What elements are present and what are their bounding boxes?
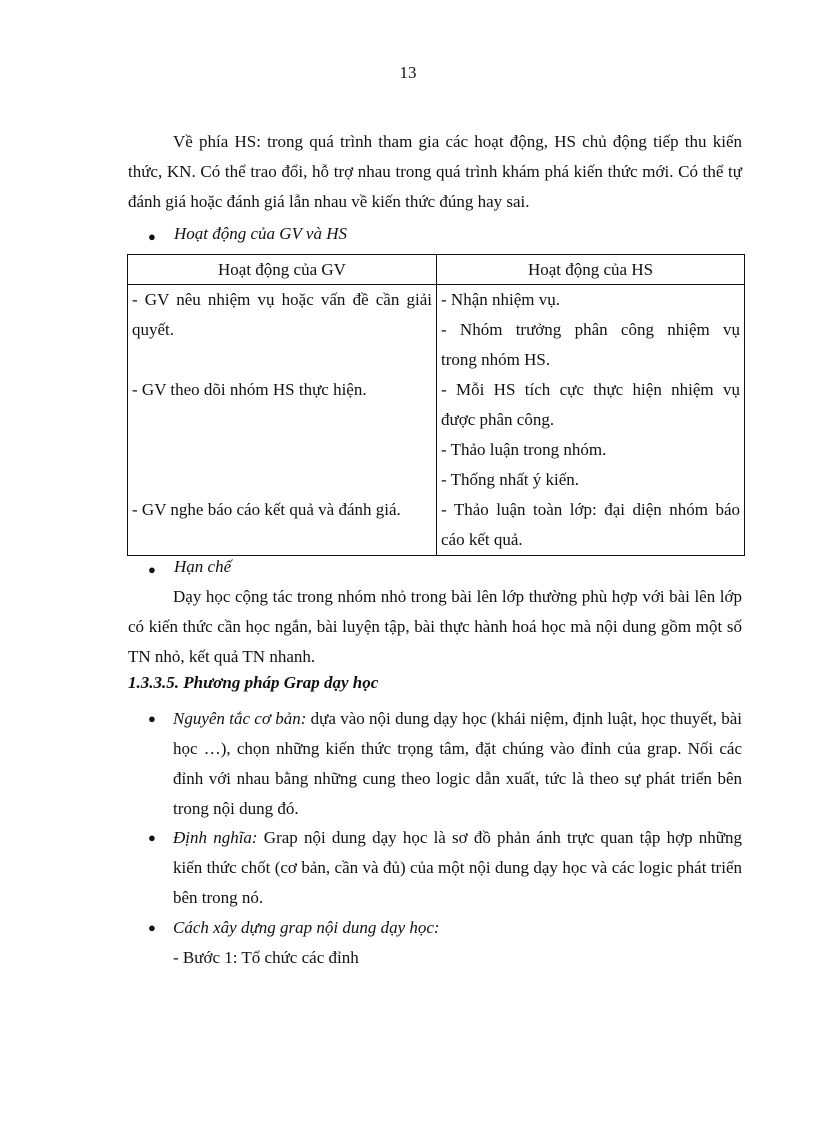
item-text: Grap nội dung dạy học là sơ đồ phản ánh trực quan tập hợp những kiến thức chốt (cơ bản, cần và đủ) của một nội dung dạy học và các logic phát triển bên trong nó. <box>173 828 742 907</box>
table-header-hs: Hoạt động của HS <box>437 255 745 285</box>
gv-line: quyết. <box>132 320 175 339</box>
table-header-gv: Hoạt động của GV <box>128 255 437 285</box>
item-lead: Cách xây dựng grap nội dung dạy học: <box>173 918 440 937</box>
gv-line <box>132 405 432 435</box>
gv-line: - GV nêu nhiệm vụ hoặc vấn đề cần giải <box>132 290 432 309</box>
hs-line: - Thảo luận toàn lớp: đại diện nhóm báo <box>441 500 740 519</box>
page-number: 13 <box>399 63 417 82</box>
hs-activities-cell <box>437 285 745 556</box>
intro-paragraph: Về phía HS: trong quá trình tham gia các hoạt động, HS chủ động tiếp thu kiến thức, KN. Có thể trao đổi, hỗ trợ nhau trong quá trình khám phá kiến thức mới. Có thể tự đánh giá hoặc đánh giá lẫn nhau về kiến thức đúng hay sai. <box>128 132 742 211</box>
bullet-icon: ● <box>148 711 156 726</box>
bullet-activities: Hoạt động của GV và HS <box>174 224 347 243</box>
list-item <box>128 823 742 913</box>
bullet-icon: ● <box>148 229 156 244</box>
list-item <box>128 704 742 824</box>
section-heading: 1.3.3.5. Phương pháp Grap dạy học <box>128 673 379 692</box>
gv-line <box>132 465 432 495</box>
gv-activities-cell <box>128 285 437 556</box>
step-1: - Bước 1: Tổ chức các đỉnh <box>173 948 359 967</box>
hs-line: cáo kết quả. <box>441 530 523 549</box>
gv-line: - GV theo dõi nhóm HS thực hiện. <box>132 380 367 399</box>
bullet-icon: ● <box>148 562 156 577</box>
gv-line <box>132 435 432 465</box>
hs-line: - Nhóm trưởng phân công nhiệm vụ <box>441 320 740 339</box>
gv-line <box>132 525 432 555</box>
bullet-limitations: Hạn chế <box>174 557 232 576</box>
hs-line: trong nhóm HS. <box>441 350 551 369</box>
hs-line: - Nhận nhiệm vụ. <box>441 290 560 309</box>
limitations-paragraph: Dạy học cộng tác trong nhóm nhỏ trong bài lên lớp thường phù hợp với bài lên lớp có kiến thức cần học ngắn, bài luyện tập, bài thực hành hoá học mà nội dung gồm một số TN nhỏ, kết quả TN nhanh. <box>128 587 742 666</box>
bullet-icon: ● <box>148 920 156 935</box>
hs-line: - Thống nhất ý kiến. <box>441 470 580 489</box>
item-lead: Nguyên tắc cơ bản: <box>173 709 307 728</box>
hs-line: - Thảo luận trong nhóm. <box>441 440 607 459</box>
item-lead: Định nghĩa: <box>173 828 258 847</box>
gv-line: - GV nghe báo cáo kết quả và đánh giá. <box>132 500 401 519</box>
hs-line: được phân công. <box>441 410 555 429</box>
item-text: dựa vào nội dung dạy học (khái niệm, định luật, học thuyết, bài học …), chọn những kiến thức trọng tâm, đặt chúng vào đỉnh của grap. Nối các đỉnh với nhau bằng những cung theo logic dẫn xuất, tức là theo sự phát triển bên trong nội dung đó. <box>173 709 742 818</box>
activities-table <box>127 254 745 556</box>
gv-line <box>132 345 432 375</box>
list-item <box>128 913 742 943</box>
hs-line: - Mỗi HS tích cực thực hiện nhiệm vụ <box>441 380 740 399</box>
bullet-icon: ● <box>148 830 156 845</box>
